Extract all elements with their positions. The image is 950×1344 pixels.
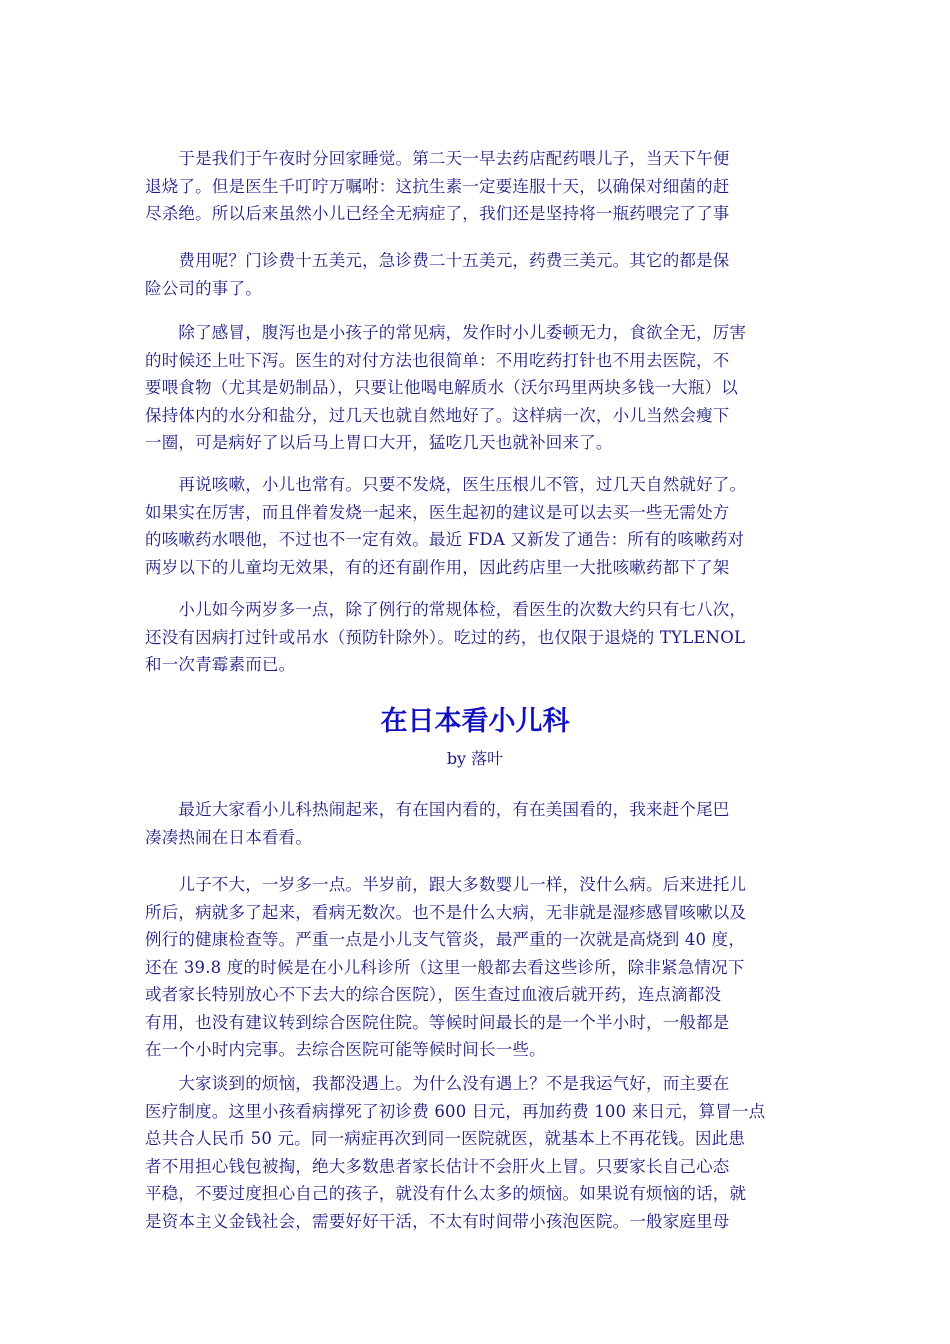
text-line: 再说咳嗽，小儿也常有。只要不发烧，医生压根儿不管，过几天自然就好了。 (145, 475, 747, 494)
paragraph-costs (145, 247, 807, 302)
text-line: 平稳，不要过度担心自己的孩子，就没有什么太多的烦恼。如果说有烦恼的话，就 (145, 1184, 747, 1203)
text-line: 最近大家看小儿科热闹起来，有在国内看的，有在美国看的，我来赶个尾巴 (145, 800, 730, 819)
text-line: 例行的健康检查等。严重一点是小儿支气管炎，最严重的一次就是高烧到 40 度， (145, 930, 746, 949)
text-line: 尽杀绝。所以后来虽然小儿已经全无病症了，我们还是坚持将一瓶药喂完了了事 (145, 204, 730, 223)
text-line: 退烧了。但是医生千叮咛万嘱咐：这抗生素一定要连服十天，以确保对细菌的赶 (145, 176, 730, 196)
text-line: 要喂食物（尤其是奶制品），只要让他喝电解质水（沃尔玛里两块多钱一大瓶）以 (145, 378, 738, 397)
paragraph-diarrhea (145, 319, 807, 457)
text-line: 儿子不大，一岁多一点。半岁前，跟大多数婴儿一样，没什么病。后来进托儿 (145, 875, 747, 894)
article-byline: by 落叶 (446, 749, 504, 768)
paragraph-son (145, 871, 807, 1064)
text-line: 医疗制度。这里小孩看病撑死了初诊费 600 日元，再加药费 100 来日元，算冒一点 (145, 1101, 766, 1121)
text-line: 的咳嗽药水喂他，不过也不一定有效。最近 FDA 又新发了通告：所有的咳嗽药对 (145, 530, 745, 549)
text-line: 一圈，可是病好了以后马上胃口大开，猛吃几天也就补回来了。 (145, 433, 613, 452)
paragraph-medicine (145, 145, 807, 228)
text-line: 还没有因病打过针或吊水（预防针除外）。吃过的药，也仅限于退烧的 TYLENOL (145, 627, 746, 647)
text-line: 小儿如今两岁多一点，除了例行的常规体检，看医生的次数大约只有七八次， (145, 600, 747, 619)
paragraph-intro (145, 796, 807, 851)
text-line: 险公司的事了。 (145, 278, 262, 298)
text-line: 和一次青霉素而已。 (145, 655, 296, 674)
text-line: 是资本主义金钱社会，需要好好干活，不太有时间带小孩泡医院。一般家庭里母 (145, 1211, 730, 1231)
text-line: 还在 39.8 度的时候是在小儿科诊所（这里一般都去看这些诊所，除非紧急情况下 (145, 957, 745, 977)
text-line: 的时候还上吐下泻。医生的对付方法也很简单：不用吃药打针也不用去医院，不 (145, 350, 730, 370)
text-line: 在一个小时内完事。去综合医院可能等候时间长一些。 (145, 1040, 546, 1059)
text-line: 所后，病就多了起来，看病无数次。也不是什么大病，无非就是湿疹感冒咳嗽以及 (145, 902, 747, 922)
text-line: 或者家长特别放心不下去大的综合医院），医生查过血液后就开药，连点滴都没 (145, 985, 722, 1004)
text-line: 保持体内的水分和盐分，过几天也就自然地好了。这样病一次，小儿当然会瘦下 (145, 405, 730, 425)
article-title: 在日本看小儿科 (380, 706, 570, 737)
text-line: 有用，也没有建议转到综合医院住院。等候时间最长的是一个半小时，一般都是 (145, 1012, 730, 1032)
text-line: 除了感冒，腹泻也是小孩子的常见病，发作时小儿委顿无力，食欲全无，厉害 (145, 323, 747, 342)
text-line: 大家谈到的烦恼，我都没遇上。为什么没有遇上？不是我运气好，而主要在 (145, 1074, 730, 1093)
text-line: 凑凑热闹在日本看看。 (145, 827, 312, 847)
text-line: 费用呢？门诊费十五美元，急诊费二十五美元，药费三美元。其它的都是保 (145, 251, 730, 270)
text-line: 于是我们于午夜时分回家睡觉。第二天一早去药店配药喂儿子，当天下午便 (145, 149, 730, 168)
text-line: 两岁以下的儿童均无效果，有的还有副作用，因此药店里一大批咳嗽药都下了架 (145, 557, 730, 577)
paragraph-summary (145, 596, 807, 679)
paragraph-system (145, 1070, 807, 1235)
text-line: 如果实在厉害，而且伴着发烧一起来，医生起初的建议是可以去买一些无需处方 (145, 502, 730, 522)
text-line: 者不用担心钱包被掏，绝大多数患者家长估计不会肝火上冒。只要家长自己心态 (145, 1156, 730, 1176)
text-line: 总共合人民币 50 元。同一病症再次到同一医院就医，就基本上不再花钱。因此患 (145, 1129, 746, 1148)
paragraph-cough (145, 471, 807, 581)
